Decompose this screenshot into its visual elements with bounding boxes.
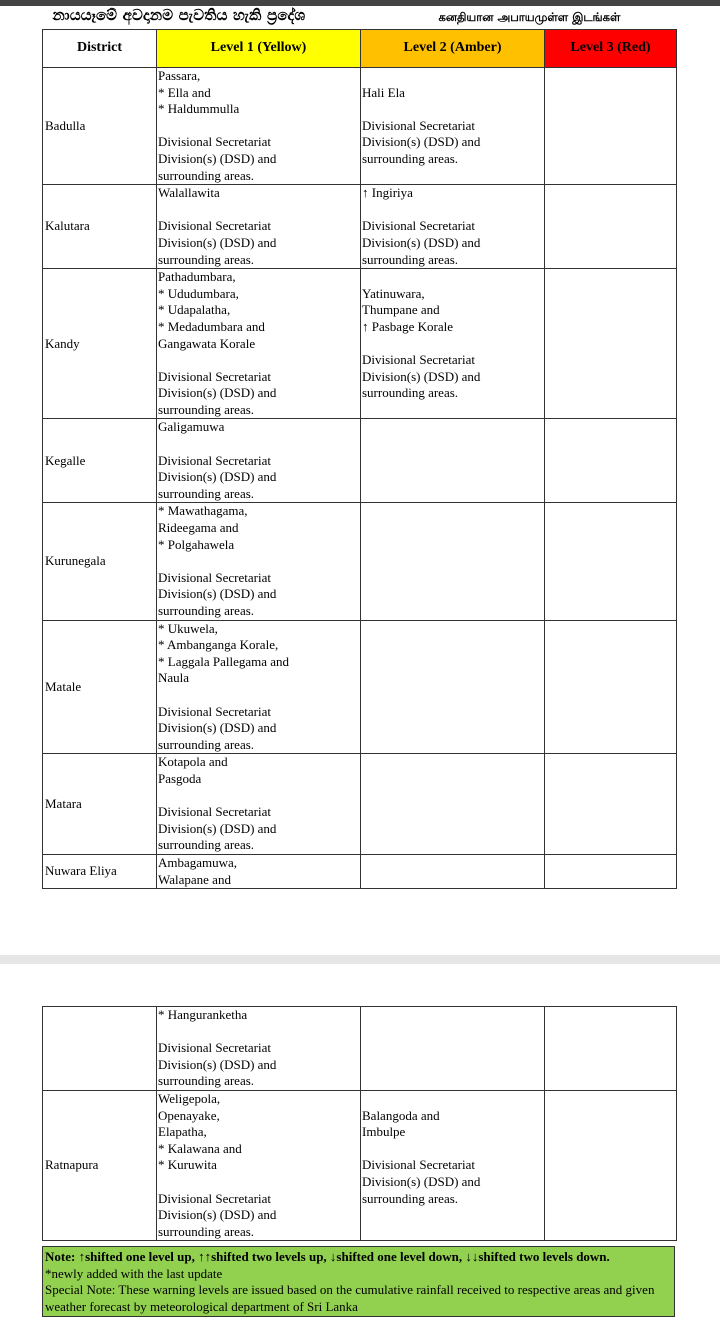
district-cell: Kalutara — [43, 185, 157, 269]
area-line: surrounding areas. — [158, 1223, 255, 1239]
area-line: Divisional Secretariat — [362, 117, 475, 133]
level-2-cell — [361, 1007, 545, 1091]
line-spacer — [362, 269, 544, 286]
district-cell: Kandy — [43, 269, 157, 419]
area-line: Divisional Secretariat — [158, 134, 271, 150]
table-row — [43, 185, 677, 269]
area-line: Division(s) (DSD) and — [362, 368, 481, 384]
area-line: Divisional Secretariat — [158, 368, 271, 384]
page-2 — [0, 964, 720, 1321]
area-line: * Medadumbara and — [158, 318, 265, 334]
table-title — [43, 6, 677, 30]
level-3-cell — [545, 1090, 677, 1240]
note-box — [42, 1246, 675, 1317]
area-line: Division(s) (DSD) and — [158, 234, 277, 250]
level-1-cell — [157, 1090, 361, 1240]
level-2-cell — [361, 1090, 545, 1240]
area-line: Division(s) (DSD) and — [362, 1173, 481, 1189]
page-separator — [0, 955, 720, 964]
level-3-cell — [545, 854, 677, 888]
table-row — [43, 503, 677, 620]
level-2-cell — [361, 754, 545, 855]
level-1-cell — [157, 854, 361, 888]
level-2-cell — [361, 68, 545, 185]
level-1-cell — [157, 269, 361, 419]
area-line: Balangoda and — [362, 1107, 440, 1123]
area-line: * Polgahawela — [158, 536, 235, 552]
area-line: Kotapola and — [158, 754, 228, 770]
area-line: Yatinuwara, — [362, 285, 425, 301]
area-line: Division(s) (DSD) and — [158, 586, 277, 602]
line-spacer — [158, 788, 360, 805]
area-line: Imbulpe — [362, 1124, 406, 1140]
area-line: surrounding areas. — [158, 837, 255, 853]
table-row — [43, 68, 677, 185]
area-line: Division(s) (DSD) and — [158, 1207, 277, 1223]
area-line: surrounding areas. — [362, 150, 459, 166]
area-line: surrounding areas. — [158, 485, 255, 501]
area-line: surrounding areas. — [158, 401, 255, 417]
header-row — [43, 30, 677, 68]
area-line: * Ukuwela, — [158, 620, 218, 636]
line-spacer — [158, 553, 360, 570]
title-tamil: கனதியான அபாயமுள்ள இடங்கள் — [438, 10, 621, 24]
district-cell: Matara — [43, 754, 157, 855]
line-spacer — [158, 1024, 360, 1041]
area-line: Divisional Secretariat — [158, 703, 271, 719]
district-cell: Nuwara Eliya — [43, 854, 157, 888]
area-line: Galigamuwa — [158, 419, 225, 435]
area-line: Divisional Secretariat — [158, 1040, 271, 1056]
note-special: Special Note: These warning levels are issued based on the cumulative rainfall received to respective areas and given weather forecast by meteorological department of Sri Lanka — [45, 1282, 655, 1314]
level-3-cell — [545, 620, 677, 754]
area-line: * Kuruwita — [158, 1157, 217, 1173]
level-3-cell — [545, 269, 677, 419]
level-2-cell — [361, 503, 545, 620]
area-line: * Haldummulla — [158, 101, 240, 117]
area-line: Divisional Secretariat — [158, 452, 271, 468]
landslide-table-continued — [42, 1006, 677, 1241]
level-1-cell — [157, 620, 361, 754]
level-3-cell — [545, 419, 677, 503]
area-line: * Udapalatha, — [158, 302, 231, 318]
area-line: surrounding areas. — [362, 251, 459, 267]
line-spacer — [362, 68, 544, 85]
area-line: Ambagamuwa, — [158, 854, 238, 870]
district-cell: Kegalle — [43, 419, 157, 503]
table-row — [43, 620, 677, 754]
area-line: Walapane and — [158, 871, 231, 887]
header-district: District — [43, 30, 157, 68]
area-line: surrounding areas. — [158, 736, 255, 752]
line-spacer — [158, 1174, 360, 1191]
table-row — [43, 269, 677, 419]
area-line: * Laggala Pallegama and — [158, 653, 290, 669]
area-line: Pasgoda — [158, 770, 202, 786]
level-2-cell — [361, 620, 545, 754]
level-1-cell — [157, 503, 361, 620]
header-level-2: Level 2 (Amber) — [361, 30, 545, 68]
area-line: Divisional Secretariat — [158, 569, 271, 585]
area-line: Divisional Secretariat — [362, 218, 475, 234]
area-line: surrounding areas. — [158, 603, 255, 618]
header-level-1: Level 1 (Yellow) — [157, 30, 361, 68]
line-spacer — [158, 436, 360, 453]
area-line: Division(s) (DSD) and — [158, 1056, 277, 1072]
area-line: Divisional Secretariat — [158, 804, 271, 820]
area-line: Walallawita — [158, 185, 220, 201]
line-spacer — [158, 352, 360, 369]
area-line: Division(s) (DSD) and — [158, 820, 277, 836]
level-1-cell — [157, 419, 361, 503]
area-line: Division(s) (DSD) and — [158, 150, 277, 166]
area-line: Hali Ela — [362, 84, 405, 100]
area-line: Weligepola, — [158, 1090, 221, 1106]
area-line: * Hanguranketha — [158, 1007, 248, 1022]
line-spacer — [158, 202, 360, 219]
area-line: Divisional Secretariat — [158, 1190, 271, 1206]
level-2-cell — [361, 854, 545, 888]
area-line: surrounding areas. — [158, 1073, 255, 1089]
area-line: Division(s) (DSD) and — [158, 469, 277, 485]
district-cell: Matale — [43, 620, 157, 754]
area-line: Thumpane and — [362, 302, 440, 318]
table-row — [43, 1007, 677, 1091]
area-line: surrounding areas. — [158, 167, 255, 183]
line-spacer — [158, 687, 360, 704]
line-spacer — [362, 1141, 544, 1158]
area-line: * Mawathagama, — [158, 503, 248, 519]
area-line: Elapatha, — [158, 1124, 207, 1140]
area-line: Division(s) (DSD) and — [158, 720, 277, 736]
area-line: ↑ Pasbage Korale — [362, 318, 453, 334]
area-line: Naula — [158, 670, 190, 686]
note-label: Note: — [45, 1249, 76, 1264]
level-1-cell — [157, 185, 361, 269]
table-row — [43, 754, 677, 855]
level-3-cell — [545, 1007, 677, 1091]
area-line: Divisional Secretariat — [362, 1157, 475, 1173]
line-spacer — [362, 202, 544, 219]
level-1-cell — [157, 1007, 361, 1091]
level-3-cell — [545, 754, 677, 855]
header-level-3: Level 3 (Red) — [545, 30, 677, 68]
line-spacer — [362, 101, 544, 118]
area-line: * Ella and — [158, 84, 211, 100]
table-row — [43, 854, 677, 888]
level-1-cell — [157, 754, 361, 855]
page-1 — [0, 6, 720, 956]
area-line: Divisional Secretariat — [158, 218, 271, 234]
area-line: Division(s) (DSD) and — [362, 134, 481, 150]
level-1-cell — [157, 68, 361, 185]
district-cell: Kurunegala — [43, 503, 157, 620]
area-line: Division(s) (DSD) and — [158, 385, 277, 401]
title-sinhala: නායයෑමේ අවදානම පැවතිය හැකි ප්‍රදේශ — [52, 6, 306, 24]
area-line: surrounding areas. — [158, 251, 255, 267]
area-line: Openayake, — [158, 1107, 220, 1123]
note-new-entry: *newly added with the last update — [45, 1265, 223, 1281]
area-line: Gangawata Korale — [158, 335, 256, 351]
area-line: ↑ Ingiriya — [362, 185, 413, 201]
area-line: Divisional Secretariat — [362, 352, 475, 368]
district-cell — [43, 1007, 157, 1091]
landslide-table — [42, 6, 677, 889]
table-row — [43, 1090, 677, 1240]
area-line: Rideegama and — [158, 520, 239, 536]
area-line: Division(s) (DSD) and — [362, 234, 481, 250]
level-2-cell — [361, 185, 545, 269]
table-row — [43, 419, 677, 503]
line-spacer — [158, 118, 360, 135]
area-line: surrounding areas. — [362, 1190, 459, 1206]
area-line: Passara, — [158, 68, 201, 83]
district-cell: Ratnapura — [43, 1090, 157, 1240]
level-2-cell — [361, 419, 545, 503]
area-line: * Ambanganga Korale, — [158, 637, 279, 653]
area-line: * Ududumbara, — [158, 285, 239, 301]
area-line: surrounding areas. — [362, 385, 459, 401]
district-cell: Badulla — [43, 68, 157, 185]
area-line: Pathadumbara, — [158, 269, 236, 285]
note-arrows-legend: ↑shifted one level up, ↑↑shifted two levels up, ↓shifted one level down, ↓↓shifted two levels down. — [75, 1249, 610, 1264]
level-3-cell — [545, 503, 677, 620]
line-spacer — [362, 1091, 544, 1108]
line-spacer — [362, 336, 544, 353]
level-3-cell — [545, 185, 677, 269]
level-2-cell — [361, 269, 545, 419]
area-line: * Kalawana and — [158, 1140, 242, 1156]
level-3-cell — [545, 68, 677, 185]
